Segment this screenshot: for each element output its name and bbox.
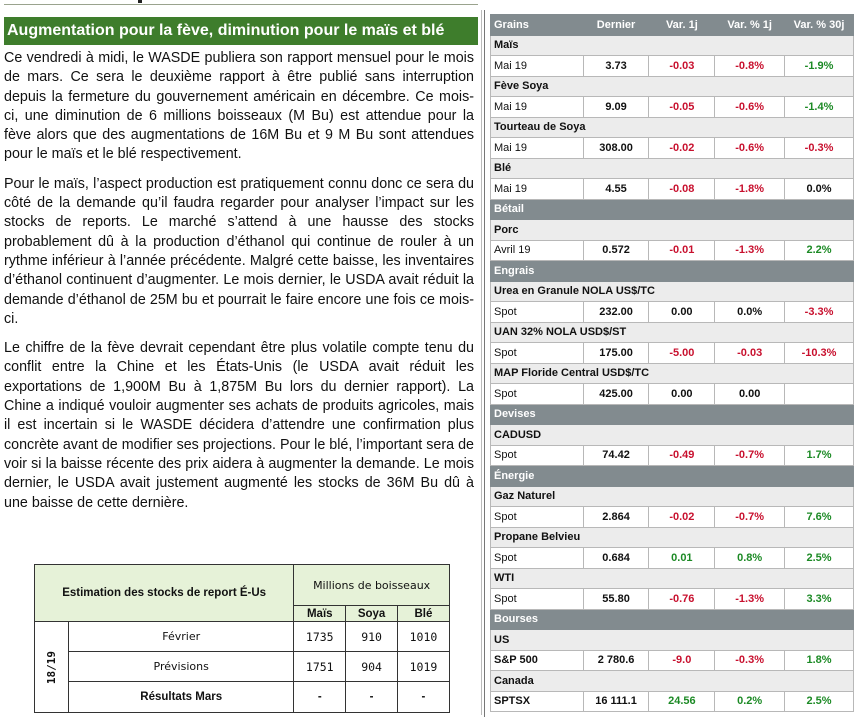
contract-label: Spot xyxy=(491,507,584,528)
var-pct-30j: 2.5% xyxy=(785,691,854,712)
table-row xyxy=(35,652,450,682)
section-label: Bourses xyxy=(491,609,854,630)
commodity-header xyxy=(491,363,854,384)
commodity-label: Tourteau de Soya xyxy=(491,117,854,138)
commodity-header xyxy=(491,158,854,179)
section-header xyxy=(491,199,854,220)
var-1j: -0.02 xyxy=(649,138,715,159)
commodity-label: Porc xyxy=(491,220,854,241)
table-row xyxy=(491,445,854,466)
var-pct-30j: 1.7% xyxy=(785,445,854,466)
var-pct-1j: -1.3% xyxy=(715,589,785,610)
commodity-header xyxy=(491,671,854,692)
var-pct-1j: 0.0% xyxy=(715,302,785,323)
last-price: 232.00 xyxy=(583,302,649,323)
commodity-header xyxy=(491,568,854,589)
var-1j: -0.76 xyxy=(649,589,715,610)
commodity-header xyxy=(491,322,854,343)
var-pct-30j xyxy=(785,384,854,405)
section-header xyxy=(491,466,854,487)
cell-value: 1751 xyxy=(294,652,346,682)
var-1j: 0.01 xyxy=(649,548,715,569)
commodity-label: Canada xyxy=(491,671,854,692)
commodity-label: MAP Floride Central USD$/TC xyxy=(491,363,854,384)
table-row xyxy=(491,302,854,323)
cell-value: 1010 xyxy=(397,622,449,652)
column-header-ble: Blé xyxy=(397,606,449,622)
commodity-header xyxy=(491,527,854,548)
var-pct-1j: -1.3% xyxy=(715,240,785,261)
column-header-mais: Maïs xyxy=(294,606,346,622)
table-row xyxy=(491,650,854,671)
var-pct-30j: -10.3% xyxy=(785,343,854,364)
contract-label: Avril 19 xyxy=(491,240,584,261)
last-price: 425.00 xyxy=(583,384,649,405)
cell-value: 910 xyxy=(346,622,398,652)
header-var-pct-30j: Var. % 30j xyxy=(785,15,854,36)
contract-label: Mai 19 xyxy=(491,56,584,77)
commodity-header xyxy=(491,35,854,56)
article-body xyxy=(4,49,474,523)
var-pct-30j: 1.8% xyxy=(785,650,854,671)
contract-label: Spot xyxy=(491,343,584,364)
commodity-label: Maïs xyxy=(491,35,854,56)
cell-value: - xyxy=(294,682,346,713)
var-pct-30j: -1.4% xyxy=(785,97,854,118)
var-pct-1j: -0.7% xyxy=(715,445,785,466)
var-1j: -0.01 xyxy=(649,240,715,261)
commodity-label: WTI xyxy=(491,568,854,589)
commodity-label: CADUSD xyxy=(491,425,854,446)
cell-value: 1019 xyxy=(397,652,449,682)
commodity-header xyxy=(491,220,854,241)
section-label: Devises xyxy=(491,404,854,425)
section-label: Énergie xyxy=(491,466,854,487)
header-var-pct-1j: Var. % 1j xyxy=(715,15,785,36)
section-label: Bétail xyxy=(491,199,854,220)
contract-label: S&P 500 xyxy=(491,650,584,671)
table-row xyxy=(35,622,450,652)
column-divider xyxy=(484,10,485,717)
var-pct-30j: 3.3% xyxy=(785,589,854,610)
section-header xyxy=(491,609,854,630)
table-row xyxy=(491,384,854,405)
last-price: 2 780.6 xyxy=(583,650,649,671)
var-pct-30j: -3.3% xyxy=(785,302,854,323)
last-price: 308.00 xyxy=(583,138,649,159)
contract-label: Mai 19 xyxy=(491,138,584,159)
var-pct-1j: -0.03 xyxy=(715,343,785,364)
contract-label: Spot xyxy=(491,445,584,466)
var-1j: 0.00 xyxy=(649,384,715,405)
stocks-table-title: Estimation des stocks de report É-Us xyxy=(35,565,294,622)
contract-label: Spot xyxy=(491,302,584,323)
section-label: Engrais xyxy=(491,261,854,282)
var-pct-1j: 0.00 xyxy=(715,384,785,405)
commodity-header xyxy=(491,425,854,446)
section-header xyxy=(491,261,854,282)
table-row xyxy=(35,682,450,713)
contract-label: Mai 19 xyxy=(491,97,584,118)
cell-value: 1735 xyxy=(294,622,346,652)
commodity-label: UAN 32% NOLA USD$/ST xyxy=(491,322,854,343)
table-row xyxy=(491,548,854,569)
var-pct-1j: -1.8% xyxy=(715,179,785,200)
header-var-1j: Var. 1j xyxy=(649,15,715,36)
header-grains: Grains xyxy=(491,15,584,36)
commodity-label: Urea en Granule NOLA US$/TC xyxy=(491,281,854,302)
commodity-label: Gaz Naturel xyxy=(491,486,854,507)
article-headline: Augmentation pour la fève, diminution pour le maïs et blé xyxy=(4,17,478,45)
var-1j: 24.56 xyxy=(649,691,715,712)
table-row xyxy=(491,179,854,200)
cell-value: - xyxy=(346,682,398,713)
last-price: 3.73 xyxy=(583,56,649,77)
header-dernier: Dernier xyxy=(583,15,649,36)
contract-label: Spot xyxy=(491,548,584,569)
var-pct-30j: 2.5% xyxy=(785,548,854,569)
contract-label: SPTSX xyxy=(491,691,584,712)
var-pct-1j: -0.3% xyxy=(715,650,785,671)
commodity-label: Blé xyxy=(491,158,854,179)
commodity-header xyxy=(491,486,854,507)
last-price: 74.42 xyxy=(583,445,649,466)
var-pct-1j: 0.8% xyxy=(715,548,785,569)
contract-label: Mai 19 xyxy=(491,179,584,200)
market-prices-table xyxy=(490,14,854,712)
commodity-label: Propane Belvieu xyxy=(491,527,854,548)
top-rule xyxy=(4,4,478,9)
commodity-header xyxy=(491,117,854,138)
var-1j: 0.00 xyxy=(649,302,715,323)
year-label: 18/19 xyxy=(35,622,69,713)
table-row xyxy=(491,240,854,261)
var-pct-30j: 0.0% xyxy=(785,179,854,200)
table-row xyxy=(491,691,854,712)
last-price: 2.864 xyxy=(583,507,649,528)
article-paragraph: Pour le maïs, l’aspect production est pratiquement connu donc ce sera du côté de la demande qu’il faudra regarder pour analyser l’impact sur les stocks de reports. Le marché s’attend à une hausse des stocks probablement dû à la production d’éthanol qui continue de rouler à un rythme inférieur à l’année précédente. Malgré cette baisse, les inventaires d’éthanol continuent d’augmenter. Le mois dernier, le USDA avait réduit la demande d’éthanol de 25M bu et pourrait le faire encore une fois ce mois-ci. xyxy=(4,175,474,327)
var-pct-30j: 7.6% xyxy=(785,507,854,528)
var-1j: -9.0 xyxy=(649,650,715,671)
var-pct-1j: -0.6% xyxy=(715,97,785,118)
cell-value: - xyxy=(397,682,449,713)
section-header xyxy=(491,404,854,425)
table-row xyxy=(491,56,854,77)
var-1j: -0.05 xyxy=(649,97,715,118)
row-label: Prévisions xyxy=(69,652,294,682)
last-price: 16 111.1 xyxy=(583,691,649,712)
row-label: Février xyxy=(69,622,294,652)
var-1j: -0.49 xyxy=(649,445,715,466)
var-pct-1j: -0.8% xyxy=(715,56,785,77)
var-1j: -0.02 xyxy=(649,507,715,528)
var-pct-30j: 2.2% xyxy=(785,240,854,261)
cell-value: 904 xyxy=(346,652,398,682)
var-1j: -0.08 xyxy=(649,179,715,200)
var-1j: -5.00 xyxy=(649,343,715,364)
table-row xyxy=(491,589,854,610)
stocks-estimate-table xyxy=(34,564,450,713)
var-pct-1j: -0.6% xyxy=(715,138,785,159)
contract-label: Spot xyxy=(491,589,584,610)
var-pct-30j: -0.3% xyxy=(785,138,854,159)
table-row xyxy=(491,97,854,118)
article-paragraph: Ce vendredi à midi, le WASDE publiera son rapport mensuel pour le mois de mars. Ce sera le deuxième rapport à être publié sans interruption depuis la fermeture du gouvernement américain en décembre. Ce mois-ci, une diminution de 6 millions boisseaux (M Bu) est attendue pour la fève alors que des augmentations de 16M Bu et 9 M Bu sont attendues pour le maïs et le blé respectivement. xyxy=(4,50,474,163)
last-price: 4.55 xyxy=(583,179,649,200)
column-header-soya: Soya xyxy=(346,606,398,622)
last-price: 0.572 xyxy=(583,240,649,261)
commodity-header xyxy=(491,630,854,651)
var-pct-1j: 0.2% xyxy=(715,691,785,712)
commodity-label: Fève Soya xyxy=(491,76,854,97)
last-price: 55.80 xyxy=(583,589,649,610)
stocks-unit-header: Millions de boisseaux xyxy=(294,565,450,606)
market-header-row xyxy=(491,15,854,36)
commodity-header xyxy=(491,76,854,97)
var-pct-1j: -0.7% xyxy=(715,507,785,528)
row-label: Résultats Mars xyxy=(69,682,294,713)
table-row xyxy=(491,138,854,159)
var-pct-30j: -1.9% xyxy=(785,56,854,77)
table-row xyxy=(491,343,854,364)
contract-label: Spot xyxy=(491,384,584,405)
article-paragraph: Le chiffre de la fève devrait cependant être plus volatile compte tenu du conflit entre la Chine et les États-Unis (le USDA avait réduit les exportations de 1,900M Bu à 1,875M Bu lors du dernier rapport). La Chine a indiqué vouloir augmenter ses achats de produits agricoles, mais il est incertain si le WASDE décidera d’attendre une confirmation plus concrète avant de modifier ses projections. Pour le blé, l’important sera de voir si la baisse récente des prix aidera à augmenter la demande. Le mois dernier, le USDA avait justement augmenté les stocks de 36M Bu dû à une baisse de cette dernière. xyxy=(4,340,474,511)
last-price: 0.684 xyxy=(583,548,649,569)
table-row xyxy=(491,507,854,528)
commodity-label: US xyxy=(491,630,854,651)
commodity-header xyxy=(491,281,854,302)
last-price: 175.00 xyxy=(583,343,649,364)
last-price: 9.09 xyxy=(583,97,649,118)
var-1j: -0.03 xyxy=(649,56,715,77)
